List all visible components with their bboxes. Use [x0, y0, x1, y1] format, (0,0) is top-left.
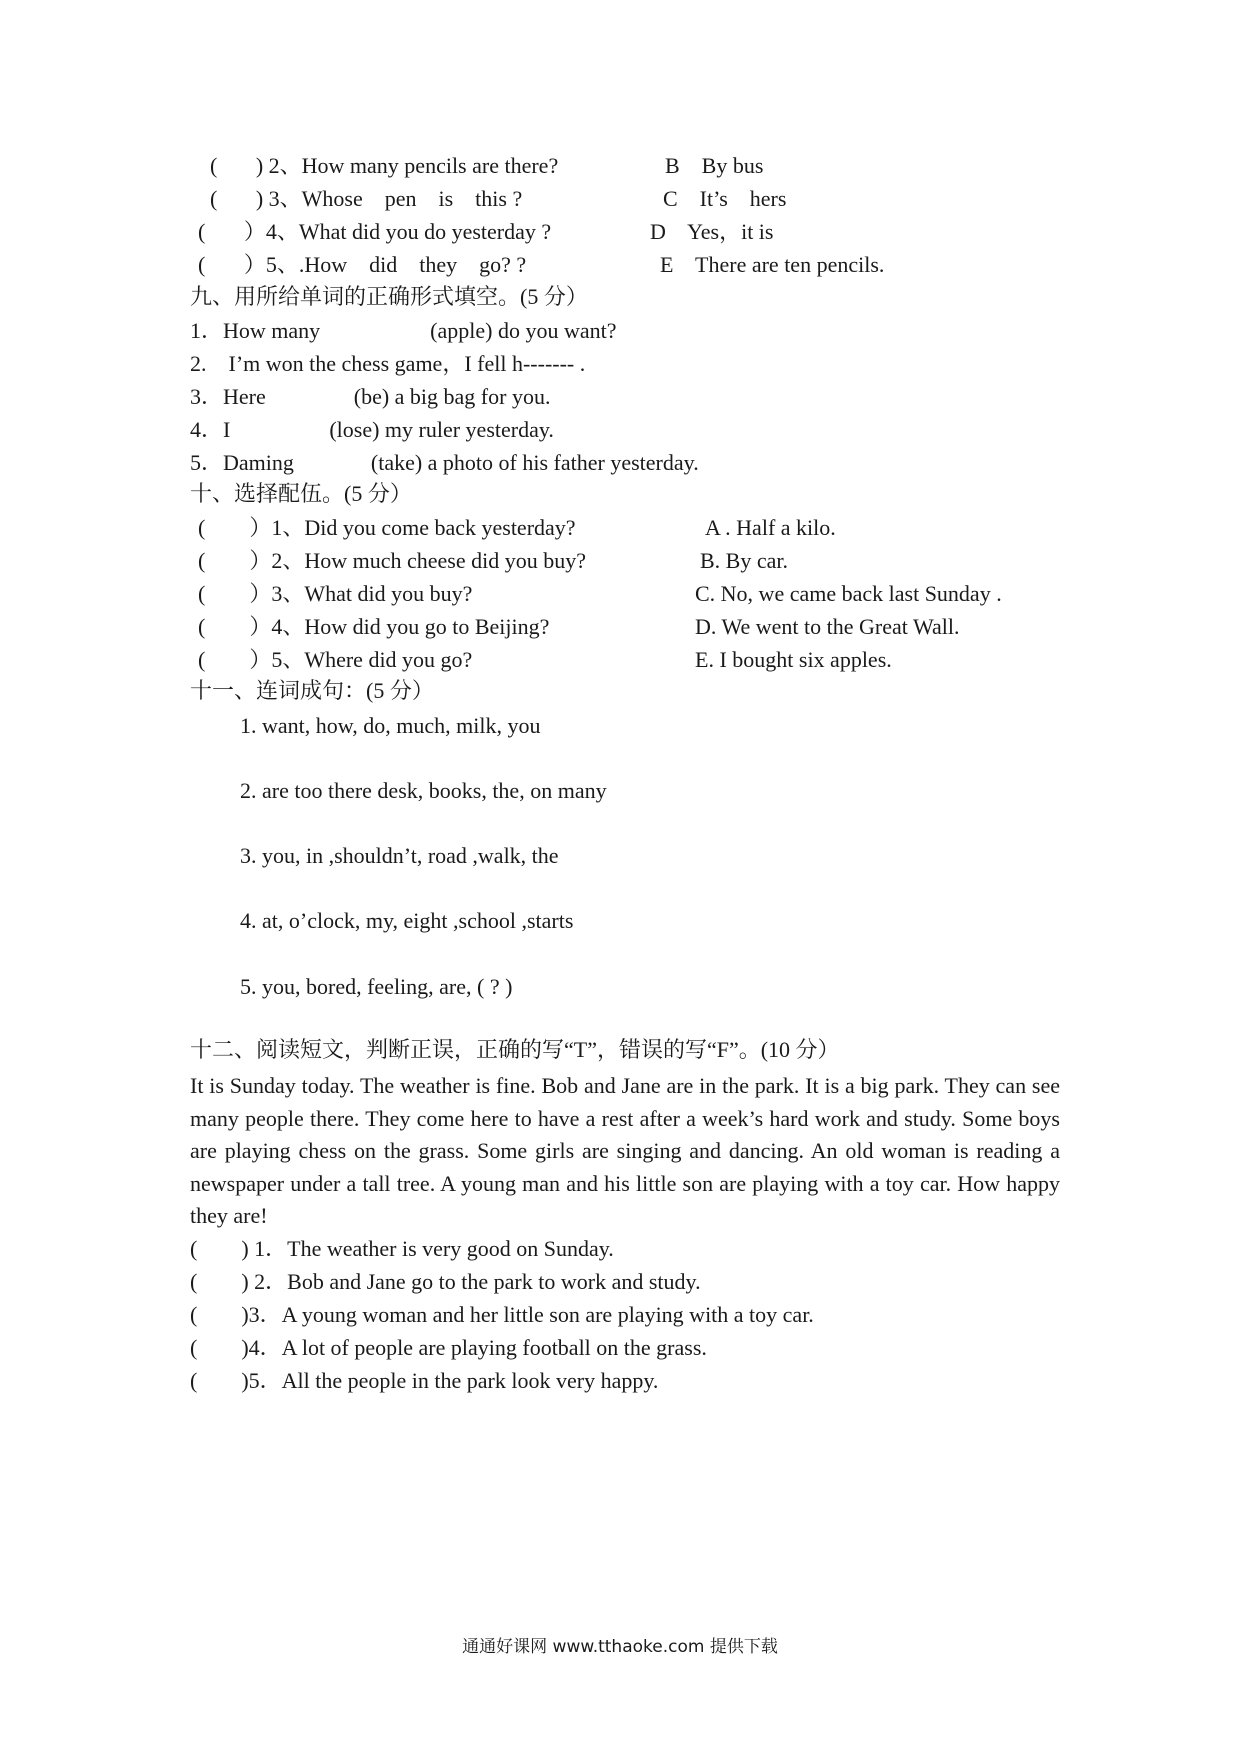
section-9-item-5: 5．Daming (take) a photo of his father yesterday.: [190, 450, 699, 475]
section-11-item-1: 1. want, how, do, much, milk, you: [240, 713, 541, 738]
section-11-item-2: 2. are too there desk, books, the, on many: [240, 778, 607, 803]
match8-answer-d: D Yes，it is: [650, 219, 774, 244]
section-10-question-3: ( ）3、What did you buy?: [198, 581, 473, 606]
section-11-item-5: 5. you, bored, feeling, are, ( ? ): [240, 974, 513, 999]
section-10-question-2: ( ）2、How much cheese did you buy?: [198, 548, 586, 573]
section-10-answer-a: A . Half a kilo.: [705, 515, 836, 540]
reading-passage: It is Sunday today. The weather is fine. Bob and Jane are in the park. It is a big park. They can see many people there. They come here to have a rest after a week’s hard work and study. Some boys are playing chess on the grass. Some girls are singing and dancing. An old woman is reading a newspaper under a tall tree. A young man and his little son are playing with a toy car. How happy they are!: [190, 1073, 1060, 1229]
match8-question-4: ( ）4、What did you do yesterday ?: [198, 219, 552, 244]
match8-answer-c: C It’s hers: [663, 186, 787, 211]
section-12-item-3: ( )3．A young woman and her little son are playing with a toy car.: [190, 1302, 814, 1327]
section-12-item-1: ( ) 1．The weather is very good on Sunday.: [190, 1236, 614, 1261]
match8-question-3: ( ) 3、Whose pen is this ?: [210, 186, 523, 211]
section-10-answer-e: E. I bought six apples.: [695, 647, 892, 672]
section-11-item-3: 3. you, in ,shouldn’t, road ,walk, the: [240, 843, 559, 868]
section-12-item-2: ( ) 2．Bob and Jane go to the park to work and study.: [190, 1269, 701, 1294]
section-10-question-1: ( ）1、Did you come back yesterday?: [198, 515, 576, 540]
section-9-item-4: 4．I (lose) my ruler yesterday.: [190, 417, 554, 442]
section-10-answer-b: B. By car.: [700, 548, 788, 573]
section-10-heading: 十、选择配伍。(5 分）: [190, 481, 412, 506]
section-9-heading: 九、用所给单词的正确形式填空。(5 分）: [190, 284, 588, 309]
match8-question-5: ( ）5、.How did they go? ?: [198, 252, 527, 277]
match8-answer-b: B By bus: [665, 153, 764, 178]
section-12-item-5: ( )5．All the people in the park look very happy.: [190, 1368, 659, 1393]
match8-answer-e: E There are ten pencils.: [660, 252, 885, 277]
section-12-item-4: ( )4．A lot of people are playing football on the grass.: [190, 1335, 707, 1360]
match8-question-2: ( ) 2、How many pencils are there?: [210, 153, 559, 178]
section-10-question-4: ( ）4、How did you go to Beijing?: [198, 614, 550, 639]
section-9-item-2: 2. I’m won the chess game，I fell h------- .: [190, 351, 586, 376]
section-11-heading: 十一、连词成句：(5 分）: [190, 678, 434, 703]
section-12-heading: 十二、阅读短文，判断正误，正确的写“T”，错误的写“F”。(10 分）: [190, 1037, 840, 1062]
section-9-item-3: 3．Here (be) a big bag for you.: [190, 384, 551, 409]
section-9-item-1: 1．How many (apple) do you want?: [190, 318, 617, 343]
section-10-answer-d: D. We went to the Great Wall.: [695, 614, 960, 639]
page-footer: 通通好课网 www.tthaoke.com 提供下载: [462, 1637, 778, 1657]
section-10-answer-c: C. No, we came back last Sunday .: [695, 581, 1002, 606]
section-10-question-5: ( ）5、Where did you go?: [198, 647, 473, 672]
section-11-item-4: 4. at, o’clock, my, eight ,school ,starts: [240, 908, 574, 933]
